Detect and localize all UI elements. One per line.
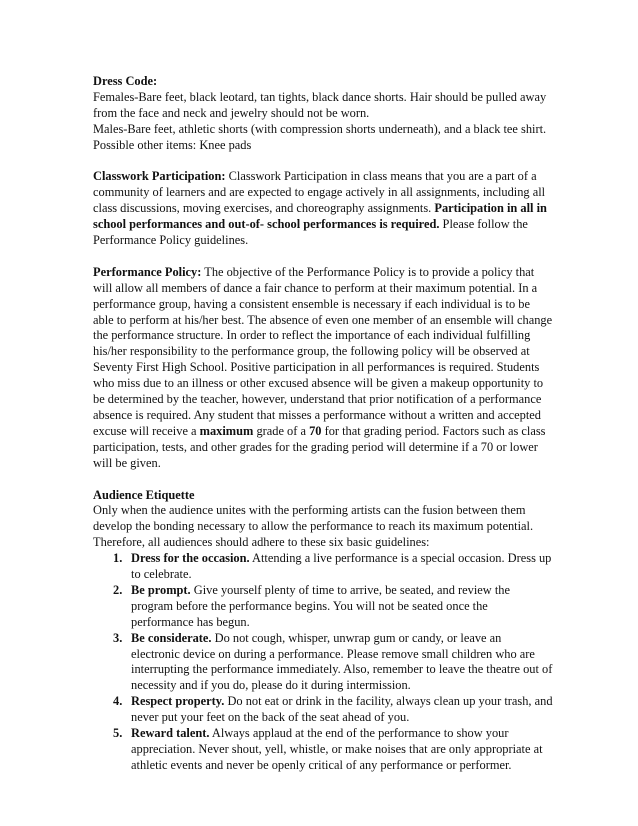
classwork-heading: Classwork Participation: <box>93 169 226 184</box>
guideline-text: Give yourself plenty of time to arrive, be seated, and review the program before the performance begins. You will not be seated once the performance has begun. <box>131 582 510 629</box>
performance-policy-body: The objective of the Performance Policy is to provide a policy that will allow all members of dance a fair chance to perform at their maximum potential. In a performance group, having a consistent ensemble is necessary if each individual is to be able to perform at his/her best. The absence of even one member of an ensemble will change the performance structure. In order to reflect the importance of each individual fulfilling his/her responsibility to the performance group, the following policy will be observed at Seventy First High School. Positive participation in all performances is required. Students who miss due to an illness or other excused absence will be given a makeup opportunity to be determined by the teacher, however, understand that prior notification of a performance absence is required. Any student that misses a performance without a written and accepted excuse will receive a <box>93 264 553 438</box>
performance-policy-maximum: maximum <box>199 423 254 438</box>
guideline-title: Respect property. <box>131 694 225 709</box>
performance-policy-paragraph <box>93 265 553 472</box>
guidelines-list <box>93 551 553 774</box>
performance-policy-section <box>93 265 553 472</box>
guideline-item <box>93 631 553 695</box>
guideline-text: Attending a live performance is a special occasion. Dress up to celebrate. <box>131 551 552 582</box>
guideline-number: 1. <box>113 551 123 566</box>
document-page <box>93 74 553 774</box>
guideline-number: 2. <box>113 582 123 597</box>
guideline-item <box>93 583 553 631</box>
classwork-body: Classwork Participation in class means that you are a part of a community of learners and are expected to engage actively in all assignments, including all class discussions, moving exercises, and choreography assignments. <box>93 169 546 216</box>
performance-policy-grade: 70 <box>309 423 322 438</box>
guideline-item <box>93 694 553 726</box>
dress-code-section <box>93 74 553 154</box>
spacer <box>93 472 553 488</box>
classwork-requirement: Participation in all in school performances and out-of- school performances is required. <box>93 201 547 232</box>
dress-code-males: Males-Bare feet, athletic shorts (with compression shorts underneath), and a black tee shirt. <box>93 121 547 136</box>
guideline-title: Reward talent. <box>131 726 210 741</box>
classwork-paragraph <box>93 169 553 249</box>
guideline-title: Be prompt. <box>131 582 191 597</box>
guideline-item <box>93 551 553 583</box>
spacer <box>93 154 553 170</box>
performance-policy-heading: Performance Policy: <box>93 264 202 279</box>
guideline-item <box>93 726 553 774</box>
performance-policy-mid: grade of a <box>253 423 310 438</box>
audience-heading: Audience Etiquette <box>93 487 195 502</box>
dress-code-heading: Dress Code: <box>93 74 158 88</box>
guideline-number: 5. <box>113 726 123 741</box>
guideline-text: Do not cough, whisper, unwrap gum or candy, or leave an electronic device on during a performance. Please remove small children who are interrupting the performance immediately. Also, remember to leave the theatre out of necessity and if you do, please do it during intermission. <box>131 630 553 693</box>
guideline-text: Do not eat or drink in the facility, always clean up your trash, and never put your feet on the back of the seat ahead of you. <box>131 694 553 725</box>
audience-intro: Only when the audience unites with the performing artists can the fusion between them develop the bonding necessary to allow the performance to reach its maximum potential. Therefore, all audiences should adhere to these six basic guidelines: <box>93 503 534 550</box>
guideline-title: Be considerate. <box>131 630 212 645</box>
spacer <box>93 249 553 265</box>
guideline-text: Always applaud at the end of the performance to show your appreciation. Never shout, yell, whistle, or make noises that are only appropriate at athletic events and never be openly critical of any performance or performer. <box>131 726 543 772</box>
performance-policy-tail: for that grading period. Factors such as class participation, tests, and other grades for the grading period will determine if a 70 or lower will be given. <box>93 423 546 470</box>
classwork-tail: Please follow the Performance Policy guidelines. <box>93 217 528 248</box>
dress-code-other-items: Possible other items: Knee pads <box>93 137 252 152</box>
guideline-number: 4. <box>113 694 123 709</box>
classwork-participation-section <box>93 169 553 249</box>
dress-code-females: Females-Bare feet, black leotard, tan tights, black dance shorts. Hair should be pulled away from the face and neck and jewelry should not be worn. <box>93 89 547 120</box>
guideline-number: 3. <box>113 630 123 645</box>
guideline-title: Dress for the occasion. <box>131 551 250 566</box>
audience-etiquette-section <box>93 488 553 774</box>
